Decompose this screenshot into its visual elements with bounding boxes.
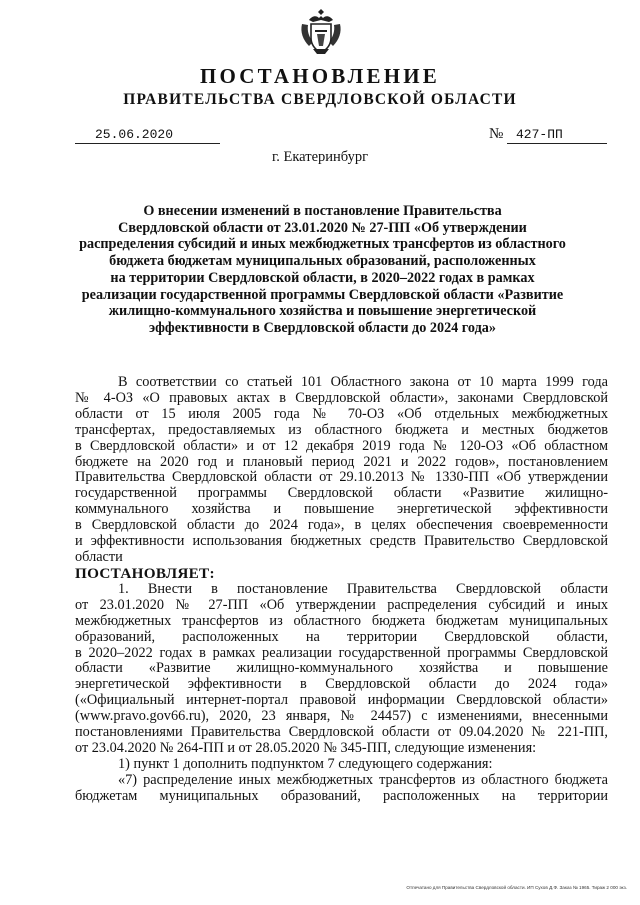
- document-date: 25.06.2020: [95, 127, 174, 142]
- date-field: [75, 126, 220, 144]
- number-label: №: [489, 126, 504, 142]
- preamble-paragraph: [75, 375, 608, 566]
- document-number: 427-ПП: [516, 127, 563, 142]
- preamble-line: Правительства Свердловской области от 29.10.2013 № 1330-ПП «Об утверждении: [75, 469, 608, 486]
- preamble-line: коммунального хозяйства и повышение энергетической эффективности: [75, 501, 608, 518]
- preamble-line: № 4-ОЗ «О правовых актах в Свердловской области», законами Свердловской: [75, 389, 608, 406]
- item-line: от 23.04.2020 № 264-ПП и от 28.05.2020 № 345-ПП, следующие изменения:: [75, 739, 537, 756]
- title-line: распределения субсидий и иных межбюджетных трансфертов из областного: [79, 236, 566, 253]
- item-line: 1. Внести в постановление Правительства Свердловской области: [118, 580, 608, 597]
- preamble-line: области: [75, 548, 123, 565]
- title-line: на территории Свердловской области, в 2020–2022 годах в рамках: [110, 269, 535, 286]
- preamble-line: области от 15 июля 2005 года № 70-ОЗ «Об отдельных межбюджетных: [75, 405, 608, 422]
- title-line: эффективности в Свердловской области до 2024 года»: [149, 319, 496, 336]
- item-line: энергетической эффективности в Свердловской области до 2024 года»: [75, 676, 608, 693]
- item-line: постановлениями Правительства Свердловской области от 09.04.2020 № 221-ПП,: [75, 724, 608, 741]
- title-line: Свердловской области от 23.01.2020 № 27-ПП «Об утверждении: [118, 219, 527, 236]
- title-line: реализации государственной программы Свердловской области «Развитие: [81, 286, 564, 303]
- preamble-line: в Свердловской области» и от 12 декабря 2019 года № 120-ОЗ «Об областном: [75, 437, 608, 454]
- document-body: [75, 375, 608, 805]
- preamble-line: трансфертах, предоставляемых из областного бюджета и местных бюджетов: [75, 421, 608, 438]
- item-1-paragraph: [75, 582, 608, 757]
- quote-line: «7) распределение иных межбюджетных трансфертов из областного бюджета: [118, 771, 608, 788]
- preamble-line: государственной программы Свердловской области «Развитие жилищно-: [75, 485, 608, 502]
- print-imprint: Отпечатано для Правительства Свердловской области. ИП Сухов Д.Ф. Заказ № 1965. Тираж 2 000 экз.: [406, 885, 627, 890]
- title-line: жилищно-коммунального хозяйства и повышение энергетической: [108, 303, 537, 320]
- item-line: в 2020–2022 годах в рамках реализации государственной программы Свердловской: [75, 644, 608, 661]
- issuer-heading: ПРАВИТЕЛЬСТВА СВЕРДЛОВСКОЙ ОБЛАСТИ: [123, 91, 517, 108]
- decree-word: ПОСТАНОВЛЯЕТ:: [75, 564, 215, 582]
- document-title: [75, 203, 570, 337]
- item-line: межбюджетных трансфертов из областного бюджета бюджетам муниципальных: [75, 612, 608, 629]
- item-line: (www.pravo.gov66.ru), 2020, 23 января, № 24457) с изменениями, внесенными: [75, 708, 608, 725]
- quote-paragraph: [75, 773, 608, 805]
- item-line: («Официальный интернет-портал правовой информации Свердловской области»: [75, 692, 608, 709]
- quote-line: бюджетам муниципальных образований, расположенных на территории: [75, 787, 608, 804]
- number-field: [507, 126, 607, 144]
- preamble-line: и эффективности использования бюджетных средств Правительство Свердловской: [75, 533, 608, 550]
- subitem-line: 1) пункт 1 дополнить подпунктом 7 следующего содержания:: [118, 755, 493, 772]
- city-line: г. Екатеринбург: [271, 149, 369, 165]
- title-line: бюджета бюджетам муниципальных образований, расположенных: [109, 253, 536, 270]
- preamble-line: бюджете на 2020 год и плановый период 2021 и 2022 годов», постановлением: [75, 453, 608, 470]
- item-line: образований, расположенных на территории Свердловской области,: [75, 628, 608, 645]
- item-line: от 23.01.2020 № 27-ПП «Об утверждении распределения субсидий и иных: [75, 596, 608, 613]
- preamble-line: В соответствии со статьей 101 Областного закона от 10 марта 1999 года: [118, 374, 608, 390]
- document-type-heading: ПОСТАНОВЛЕНИЕ: [199, 64, 441, 88]
- coat-of-arms-emblem: [299, 6, 343, 56]
- item-line: области «Развитие жилищно-коммунального хозяйства и повышение: [75, 660, 608, 677]
- preamble-line: в Свердловской области до 2024 года», в целях обеспечения своевременности: [75, 517, 608, 534]
- title-line: О внесении изменений в постановление Правительства: [143, 203, 502, 219]
